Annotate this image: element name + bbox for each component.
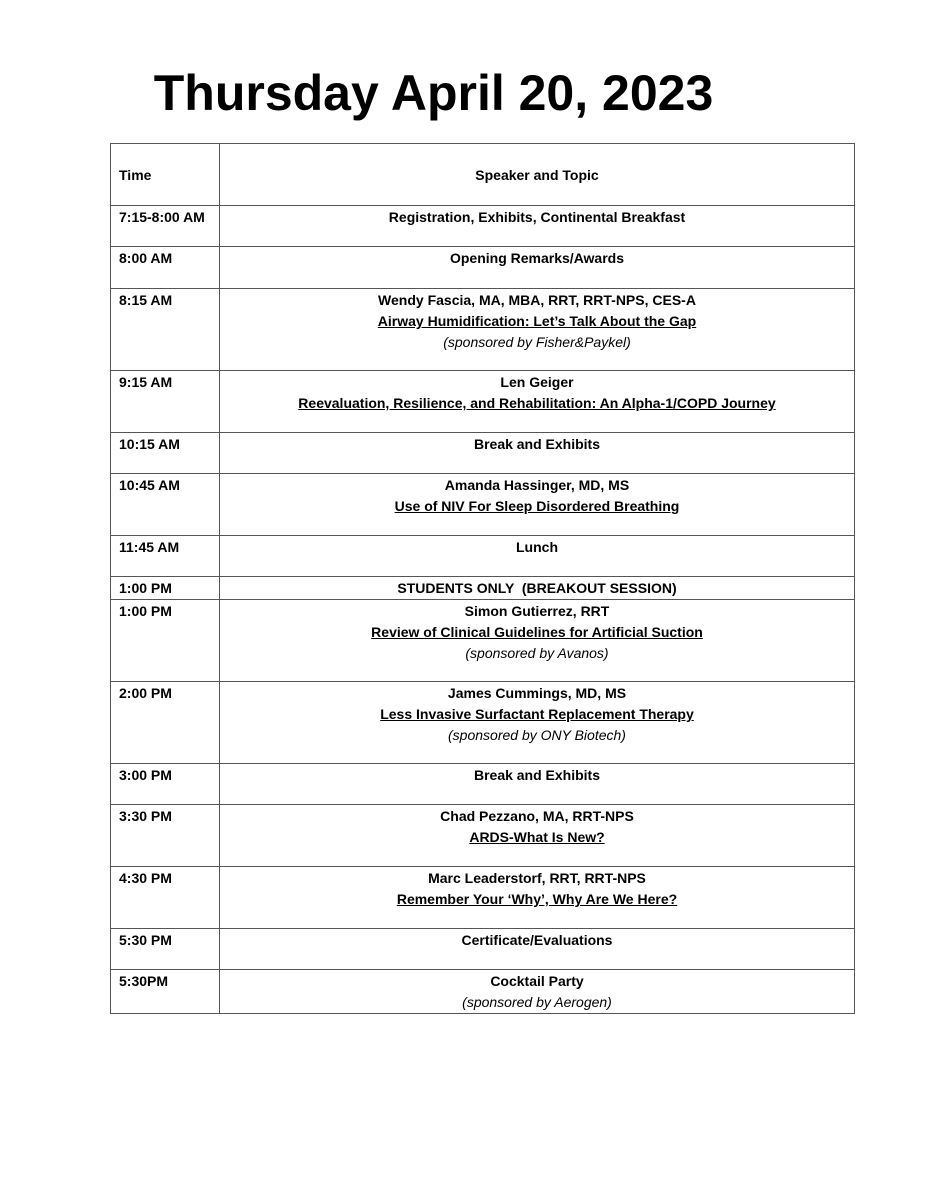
activity: Lunch [516,539,558,555]
row-time: 4:30 PM [111,867,220,929]
row-time: 3:00 PM [111,764,220,805]
activity: Opening Remarks/Awards [449,250,625,266]
row-content [220,867,855,929]
row-time: 5:30PM [111,970,220,1014]
speaker: Simon Gutierrez, RRT [464,603,610,619]
table-row [111,867,855,929]
table-row [111,371,855,433]
schedule-table [110,143,855,1014]
row-content [220,764,855,805]
speaker: Marc Leaderstorf, RRT, RRT-NPS [428,870,646,886]
activity: Registration, Exhibits, Continental Breakfast [388,209,686,225]
sponsor-note: (sponsored by Fisher&Paykel) [443,334,631,350]
table-row [111,805,855,867]
activity: Break and Exhibits [473,436,601,452]
sponsor-note: (sponsored by ONY Biotech) [448,727,626,743]
talk-topic: Airway Humidification: Let’s Talk About the Gap [377,313,697,329]
speaker: Len Geiger [500,374,574,390]
row-content [220,929,855,970]
talk-topic: ARDS-What Is New? [469,829,605,845]
activity: Break and Exhibits [473,767,601,783]
table-row [111,764,855,805]
row-time: 1:00 PM [111,577,220,600]
row-content [220,536,855,577]
talk-topic: Less Invasive Surfactant Replacement Therapy [380,706,694,722]
row-content [220,682,855,764]
page-title: Thursday April 20, 2023 [153,65,714,121]
row-content [220,433,855,474]
row-content [220,577,855,600]
table-row [111,929,855,970]
row-content [220,805,855,867]
header-time: Time [111,144,220,206]
table-row [111,970,855,1014]
table-row [111,289,855,371]
row-content [220,371,855,433]
speaker: Wendy Fascia, MA, MBA, RRT, RRT-NPS, CES-A [378,292,696,308]
activity: Cocktail Party [490,973,584,989]
table-row [111,577,855,600]
row-content [220,600,855,682]
row-time: 3:30 PM [111,805,220,867]
speaker: James Cummings, MD, MS [447,685,627,701]
speaker: Chad Pezzano, MA, RRT-NPS [440,808,634,824]
row-content [220,970,855,1014]
header-speaker-topic: Speaker and Topic [220,144,855,206]
row-time: 10:15 AM [111,433,220,474]
table-row [111,536,855,577]
row-time: 7:15-8:00 AM [111,206,220,247]
row-time: 8:15 AM [111,289,220,371]
sponsor-note: (sponsored by Avanos) [465,645,609,661]
row-content [220,206,855,247]
activity: STUDENTS ONLY (BREAKOUT SESSION) [397,580,677,596]
row-content [220,247,855,289]
table-row [111,206,855,247]
talk-topic: Remember Your ‘Why’, Why Are We Here? [396,891,678,907]
row-time: 1:00 PM [111,600,220,682]
row-time: 8:00 AM [111,247,220,289]
table-row [111,600,855,682]
talk-topic: Reevaluation, Resilience, and Rehabilitation: An Alpha-1/COPD Journey [298,395,776,411]
row-time: 5:30 PM [111,929,220,970]
row-time: 11:45 AM [111,536,220,577]
row-content [220,289,855,371]
row-time: 10:45 AM [111,474,220,536]
row-time: 9:15 AM [111,371,220,433]
table-row [111,433,855,474]
row-content [220,474,855,536]
table-header-row [111,144,855,206]
speaker: Amanda Hassinger, MD, MS [444,477,630,493]
table-row [111,682,855,764]
row-time: 2:00 PM [111,682,220,764]
talk-topic: Review of Clinical Guidelines for Artificial Suction [371,624,703,640]
talk-topic: Use of NIV For Sleep Disordered Breathing [394,498,680,514]
sponsor-note: (sponsored by Aerogen) [462,994,612,1010]
table-row [111,474,855,536]
activity: Certificate/Evaluations [461,932,613,948]
table-row [111,247,855,289]
